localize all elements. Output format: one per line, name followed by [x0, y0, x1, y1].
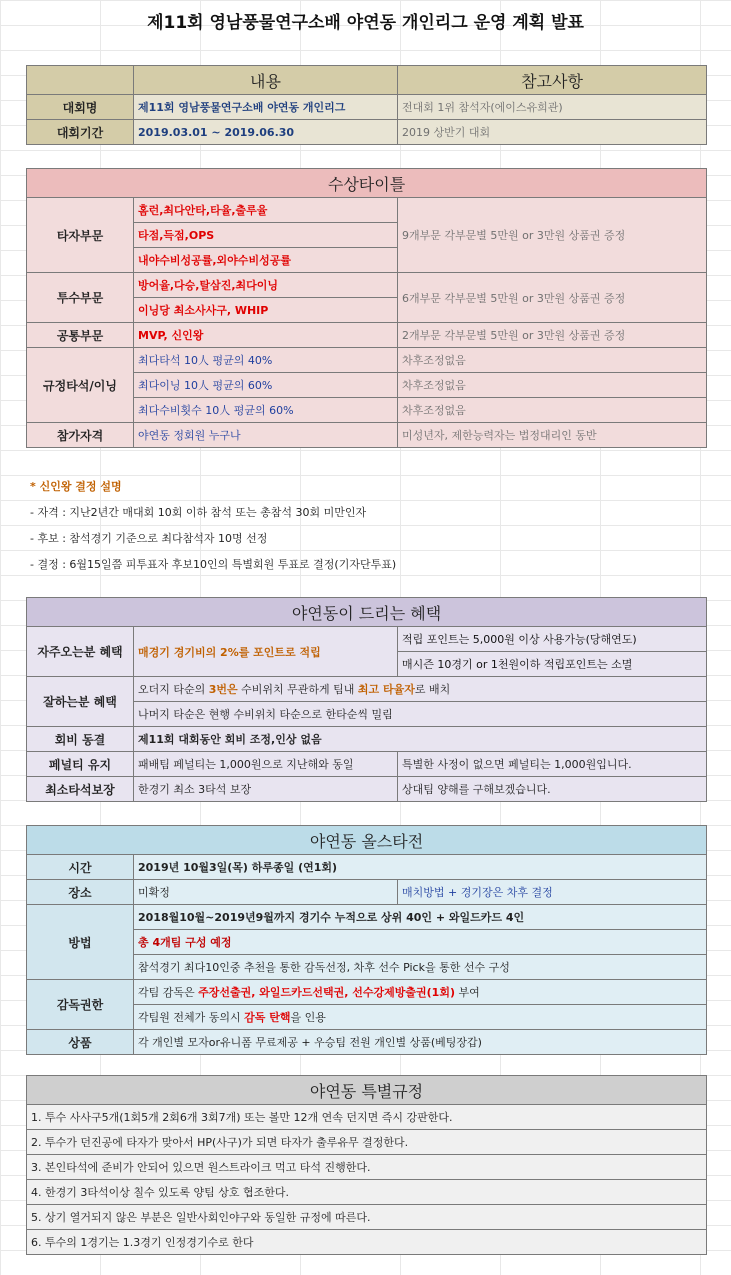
- rules-item: 1. 투수 사사구5개(1회5개 2회6개 3회7개) 또는 볼만 12개 연속 던지면 즉시 강판한다.: [27, 1105, 707, 1130]
- rules-item: 5. 상기 열거되지 않은 부분은 일반사회인야구와 동일한 규정에 따른다.: [27, 1205, 707, 1230]
- benefits-skilled-line: 나머지 타순은 현행 수비위치 타순으로 한타순씩 밀림: [134, 702, 707, 727]
- allstar-prize-value: 각 개인별 모자or유니폼 무료제공 + 우승팀 전원 개인별 상품(베팅장갑): [134, 1030, 707, 1055]
- benefits-minimum-content: 한경기 최소 3타석 보장: [134, 777, 398, 802]
- allstar-method-label: 방법: [27, 905, 134, 980]
- awards-pitcher-label: 투수부문: [27, 273, 134, 323]
- rookie-line: - 결정 : 6월15일쯤 피투표자 후보10인의 특별회원 투표로 결정(기자단투표): [30, 558, 397, 571]
- rookie-notes: [30, 474, 396, 578]
- awards-pitcher-note: 6개부문 각부문별 5만원 or 3만원 상품권 증정: [398, 273, 707, 323]
- benefits-frequent-content: 매경기 경기비의 2%를 포인트로 적립: [134, 627, 398, 677]
- rules-item: 6. 투수의 1경기는 1.3경기 인정경기수로 한다: [27, 1230, 707, 1255]
- rules-item: 4. 한경기 3타석이상 칠수 있도록 양팀 상호 협조한다.: [27, 1180, 707, 1205]
- benefits-fee-content: 제11회 대회동안 회비 조정,인상 없음: [134, 727, 707, 752]
- allstar-prize-label: 상품: [27, 1030, 134, 1055]
- allstar-method-item: 2018월10월~2019년9월까지 경기수 누적으로 상위 40인 + 와일드카드 4인: [134, 905, 707, 930]
- awards-common-label: 공통부문: [27, 323, 134, 348]
- manager-highlight: 주장선출권, 와일드카드선택권, 선수강제방출권(1회): [198, 986, 455, 999]
- awards-reg-note: 차후조정없음: [398, 373, 707, 398]
- allstar-place-value: 미확정: [134, 880, 398, 905]
- rookie-title: * 신인왕 결정 설명: [30, 480, 122, 493]
- benefits-skilled-label: 잘하는분 혜택: [27, 677, 134, 727]
- benefits-minimum-note: 상대팀 양해를 구해보겠습니다.: [398, 777, 707, 802]
- overview-header-note: 참고사항: [398, 66, 707, 95]
- benefits-frequent-note: 매시즌 10경기 or 1천원이하 적립포인트는 소멸: [398, 652, 707, 677]
- awards-pitcher-item: 이닝당 최소사사구, WHIP: [134, 298, 398, 323]
- rules-item: 3. 본인타석에 준비가 안되어 있으면 원스트라이크 먹고 타석 진행한다.: [27, 1155, 707, 1180]
- awards-reg-note: 차후조정없음: [398, 348, 707, 373]
- skilled-text: 로 배치: [414, 683, 451, 696]
- page-title: 제11회 영남풍물연구소배 야연동 개인리그 운영 계획 발표: [147, 13, 584, 33]
- benefits-minimum-label: 최소타석보장: [27, 777, 134, 802]
- overview-note: 전대회 1위 참석자(에이스유희관): [398, 95, 707, 120]
- awards-batter-item: 내야수비성공률,외야수비성공률: [134, 248, 398, 273]
- overview-header-blank: [27, 66, 134, 95]
- allstar-method-item: 총 4개팀 구성 예정: [134, 930, 707, 955]
- skilled-text: 수비위치 무관하게 팀내: [237, 683, 358, 696]
- overview-table: [26, 65, 707, 145]
- overview-content: 2019.03.01 ~ 2019.06.30: [134, 120, 398, 145]
- manager-highlight: 감독 탄핵: [244, 1011, 291, 1024]
- benefits-penalty-content: 패배팀 페널티는 1,000원으로 지난해와 동일: [134, 752, 398, 777]
- skilled-highlight: 3번은: [208, 683, 238, 696]
- benefits-frequent-label: 자주오는분 혜택: [27, 627, 134, 677]
- awards-reg-item: 최다수비횟수 10人 평균의 60%: [134, 398, 398, 423]
- allstar-header: 야연동 올스타전: [27, 826, 707, 855]
- overview-content: 제11회 영남풍물연구소배 야연동 개인리그: [134, 95, 398, 120]
- awards-batter-label: 타자부문: [27, 198, 134, 273]
- benefits-table: [26, 597, 707, 802]
- benefits-skilled-line: [134, 677, 707, 702]
- overview-label: 대회기간: [27, 120, 134, 145]
- awards-reg-note: 차후조정없음: [398, 398, 707, 423]
- allstar-time-value: 2019년 10월3일(목) 하루종일 (연1회): [134, 855, 707, 880]
- skilled-text: 오더지 타순의: [138, 683, 209, 696]
- allstar-table: [26, 825, 707, 1055]
- awards-qual-label: 참가자격: [27, 423, 134, 448]
- awards-header: 수상타이틀: [27, 169, 707, 198]
- manager-text: 각팀원 전체가 동의시: [138, 1011, 245, 1024]
- allstar-manager-line: [134, 980, 707, 1005]
- awards-pitcher-item: 방어율,다승,탈삼진,최다이닝: [134, 273, 398, 298]
- awards-qual-note: 미성년자, 제한능력자는 법정대리인 동반: [398, 423, 707, 448]
- rules-table: [26, 1075, 707, 1255]
- allstar-place-note: 매치방법 + 경기장은 차후 결정: [398, 880, 707, 905]
- allstar-place-label: 장소: [27, 880, 134, 905]
- rules-header: 야연동 특별규정: [27, 1076, 707, 1105]
- overview-label: 대회명: [27, 95, 134, 120]
- awards-common-item: MVP, 신인왕: [134, 323, 398, 348]
- overview-header-content: 내용: [134, 66, 398, 95]
- awards-reg-item: 최다이닝 10人 평균의 60%: [134, 373, 398, 398]
- allstar-manager-label: 감독권한: [27, 980, 134, 1030]
- benefits-penalty-label: 페널티 유지: [27, 752, 134, 777]
- awards-batter-note: 9개부문 각부문별 5만원 or 3만원 상품권 증정: [398, 198, 707, 273]
- manager-text: 을 인용: [290, 1011, 326, 1024]
- allstar-manager-line: [134, 1005, 707, 1030]
- awards-common-note: 2개부문 각부문별 5만원 or 3만원 상품권 증정: [398, 323, 707, 348]
- benefits-penalty-note: 특별한 사정이 없으면 페널티는 1,000원입니다.: [398, 752, 707, 777]
- skilled-highlight: 최고 타율자: [357, 683, 415, 696]
- rookie-line: - 자격 : 지난2년간 매대회 10회 이하 참석 또는 총참석 30회 미만인자: [30, 506, 367, 519]
- rookie-line: - 후보 : 참석경기 기준으로 최다참석자 10명 선정: [30, 532, 268, 545]
- benefits-header: 야연동이 드리는 혜택: [27, 598, 707, 627]
- awards-reg-label: 규정타석/이닝: [27, 348, 134, 423]
- allstar-method-item: 참석경기 최다10인중 추천을 통한 감독선정, 차후 선수 Pick을 통한 선수 구성: [134, 955, 707, 980]
- awards-batter-item: 타점,득점,OPS: [134, 223, 398, 248]
- benefits-fee-label: 회비 동결: [27, 727, 134, 752]
- benefits-frequent-note: 적립 포인트는 5,000원 이상 사용가능(당해연도): [398, 627, 707, 652]
- awards-qual-item: 야연동 정회원 누구나: [134, 423, 398, 448]
- awards-table: [26, 168, 707, 448]
- manager-text: 각팀 감독은: [138, 986, 199, 999]
- awards-batter-item: 홈런,최다안타,타율,출루율: [134, 198, 398, 223]
- rules-item: 2. 투수가 던진공에 타자가 맞아서 HP(사구)가 되면 타자가 출루유무 결정한다.: [27, 1130, 707, 1155]
- allstar-time-label: 시간: [27, 855, 134, 880]
- overview-note: 2019 상반기 대회: [398, 120, 707, 145]
- awards-reg-item: 최다타석 10人 평균의 40%: [134, 348, 398, 373]
- manager-text: 부여: [455, 986, 480, 999]
